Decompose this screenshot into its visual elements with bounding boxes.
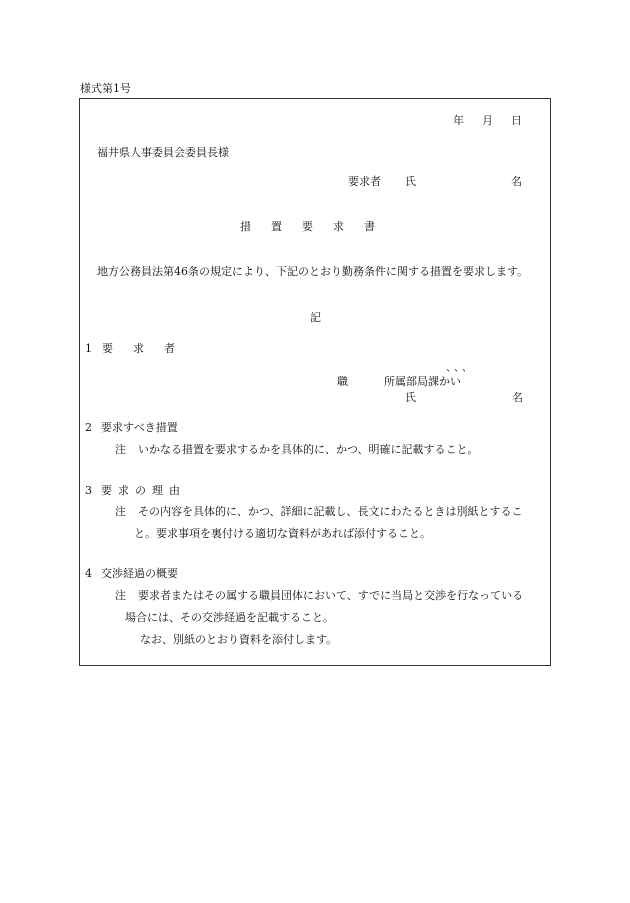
section1-name-label: 氏 — [405, 391, 416, 404]
job-detail: 所属部局課かい — [384, 375, 461, 388]
section3-title-char: 求 — [118, 484, 129, 497]
emphasis-dots: 、、、 — [446, 363, 475, 374]
job-label: 職 — [337, 375, 348, 388]
section1-name-suffix: 名 — [512, 391, 523, 404]
month-unit: 月 — [482, 114, 493, 127]
title-char: 求 — [333, 220, 344, 233]
section3-title — [101, 485, 180, 496]
note-text: 要求者またはその属する職員団体において、すでに当局と交渉を行なっている — [138, 589, 524, 602]
section2-note — [115, 444, 479, 455]
section1-number: 1 — [85, 342, 92, 355]
section1-title-char: 求 — [133, 342, 144, 355]
note-label: 注 — [115, 505, 126, 518]
note-text: その内容を具体的に、かつ、詳細に記載し、長文にわたるときは別紙とするこ — [138, 505, 523, 518]
note-text: いかなる措置を要求するかを具体的に、かつ、明確に記載すること。 — [138, 443, 479, 456]
section1-title — [102, 343, 175, 354]
section3-title-char: 要 — [101, 484, 112, 497]
ki-heading: 記 — [310, 311, 321, 324]
note-label: 注 — [115, 589, 126, 602]
section3-note-line2: と。要求事項を裏付ける適切な資料があれば添付すること。 — [134, 527, 431, 540]
body-text: 地方公務員法第46条の規定により、下記のとおり勤務条件に関する措置を要求します。 — [97, 265, 529, 278]
title-char: 置 — [271, 220, 282, 233]
requester-line — [348, 176, 522, 187]
date-line — [453, 115, 522, 126]
title-char: 要 — [302, 220, 313, 233]
section1-title-char: 者 — [164, 342, 175, 355]
section1-title-char: 要 — [102, 342, 113, 355]
section2-number: 2 — [85, 421, 92, 434]
section3-title-char: 由 — [169, 484, 180, 497]
day-unit: 日 — [511, 114, 522, 127]
section3-number: 3 — [85, 484, 92, 497]
section4-note-line1 — [115, 590, 523, 601]
section4-note-line3: なお、別紙のとおり資料を添付します。 — [140, 633, 338, 646]
year-unit: 年 — [453, 114, 464, 127]
title-char: 措 — [240, 220, 251, 233]
section4-title: 交渉経過の概要 — [101, 567, 178, 580]
section3-note-line1 — [115, 506, 523, 517]
note-label: 注 — [115, 443, 126, 456]
section2-title: 要求すべき措置 — [101, 421, 178, 434]
requester-name-label: 氏 — [405, 175, 416, 188]
title-char: 書 — [364, 220, 375, 233]
requester-name-suffix: 名 — [511, 175, 522, 188]
section3-title-char: の — [135, 484, 146, 497]
addressee: 福井県人事委員会委員長様 — [97, 146, 229, 159]
section4-note-line2: 場合には、その交渉経過を記載すること。 — [125, 611, 334, 624]
form-number: 様式第1号 — [80, 82, 131, 95]
section4-number: 4 — [85, 567, 92, 580]
document-title — [240, 221, 375, 232]
requester-label: 要求者 — [348, 175, 381, 188]
section3-title-char: 理 — [152, 484, 163, 497]
